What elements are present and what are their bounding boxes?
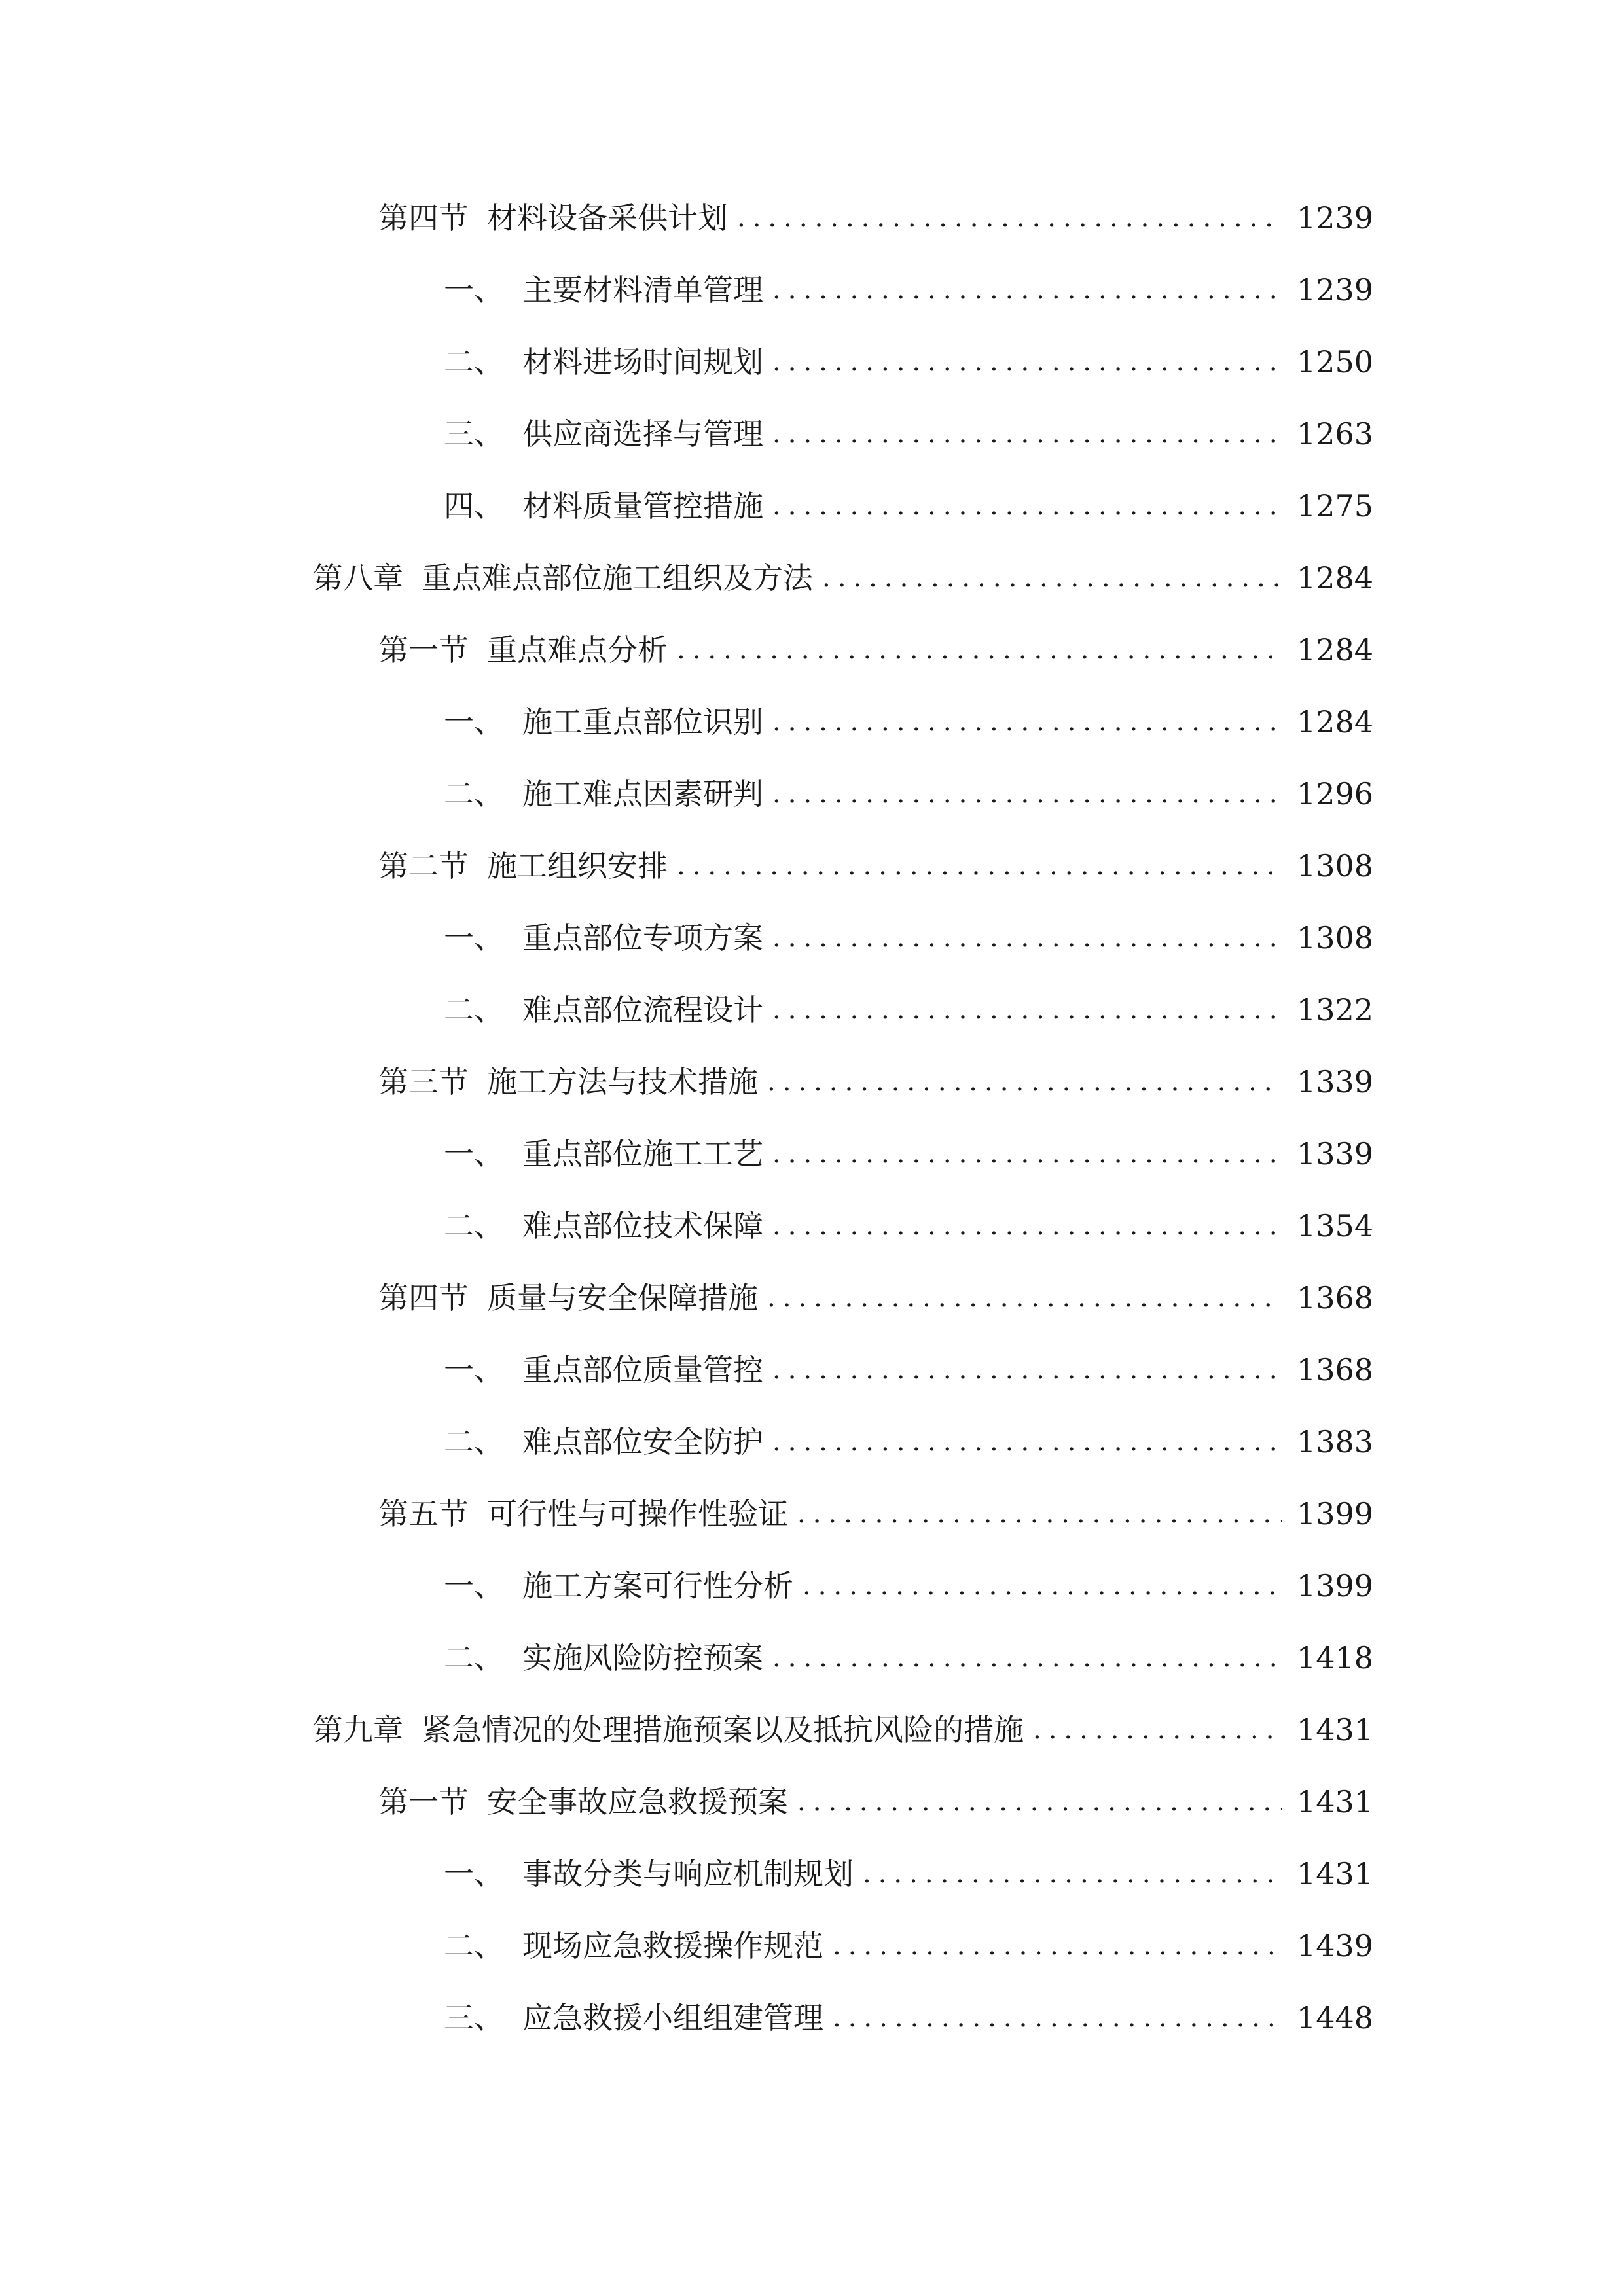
toc-leader-dots bbox=[677, 840, 1282, 892]
toc-leader-dots bbox=[767, 1272, 1282, 1324]
toc-entry-item[interactable] bbox=[444, 696, 1373, 748]
toc-entry-item[interactable] bbox=[444, 912, 1373, 964]
toc-entry-item[interactable] bbox=[444, 1128, 1373, 1180]
toc-entry-section[interactable] bbox=[378, 192, 1373, 244]
toc-entry-item[interactable] bbox=[444, 408, 1373, 460]
toc-entry-item[interactable] bbox=[444, 1920, 1373, 1972]
toc-entry-item[interactable] bbox=[444, 1992, 1373, 2044]
toc-entry-page: 1368 bbox=[1296, 1280, 1373, 1316]
toc-entry-title: 材料设备采供计划 bbox=[487, 200, 728, 236]
toc-entry-number: 一、 bbox=[444, 272, 504, 308]
toc-entry-page: 1284 bbox=[1296, 632, 1373, 668]
toc-entry-chapter[interactable] bbox=[313, 552, 1373, 604]
toc-entry-item[interactable] bbox=[444, 1200, 1373, 1252]
toc-entry-number: 二、 bbox=[444, 344, 504, 380]
toc-entry-item[interactable] bbox=[444, 984, 1373, 1036]
toc-entry-number: 第八章 bbox=[313, 560, 403, 596]
toc-entry-number: 一、 bbox=[444, 1856, 504, 1892]
toc-entry-page: 1439 bbox=[1296, 1928, 1373, 1964]
toc-entry-number: 第三节 bbox=[378, 1064, 469, 1100]
toc-leader-dots bbox=[772, 1416, 1282, 1468]
toc-entry-page: 1284 bbox=[1296, 560, 1373, 596]
toc-leader-dots bbox=[803, 1560, 1282, 1612]
toc-entry-page: 1308 bbox=[1296, 920, 1373, 956]
toc-entry-title: 紧急情况的处理措施预案以及抵抗风险的措施 bbox=[422, 1712, 1024, 1748]
toc-leader-dots bbox=[772, 768, 1282, 820]
toc-entry-title: 质量与安全保障措施 bbox=[487, 1280, 758, 1316]
toc-entry-page: 1239 bbox=[1296, 200, 1373, 236]
toc-entry-page: 1399 bbox=[1296, 1568, 1373, 1604]
toc-leader-dots bbox=[737, 192, 1282, 244]
toc-entry-item[interactable] bbox=[444, 1848, 1373, 1900]
toc-entry-item[interactable] bbox=[444, 1560, 1373, 1612]
toc-entry-page: 1383 bbox=[1296, 1424, 1373, 1460]
toc-entry-title: 施工难点因素研判 bbox=[522, 776, 763, 812]
toc-entry-title: 施工重点部位识别 bbox=[522, 704, 763, 740]
toc-entry-number: 一、 bbox=[444, 1352, 504, 1388]
toc-entry-title: 材料进场时间规划 bbox=[522, 344, 763, 380]
toc-entry-title: 现场应急救援操作规范 bbox=[522, 1928, 823, 1964]
toc-entry-page: 1308 bbox=[1296, 848, 1373, 884]
toc-entry-number: 三、 bbox=[444, 416, 504, 452]
toc-entry-number: 二、 bbox=[444, 1640, 504, 1676]
toc-entry-title: 施工方法与技术措施 bbox=[487, 1064, 758, 1100]
toc-entry-page: 1339 bbox=[1296, 1136, 1373, 1172]
toc-leader-dots bbox=[772, 480, 1282, 532]
toc-entry-number: 第四节 bbox=[378, 200, 469, 236]
toc-entry-page: 1322 bbox=[1296, 992, 1373, 1028]
toc-entry-title: 难点部位安全防护 bbox=[522, 1424, 763, 1460]
toc-entry-number: 二、 bbox=[444, 776, 504, 812]
toc-entry-item[interactable] bbox=[444, 1632, 1373, 1684]
toc-entry-page: 1418 bbox=[1296, 1640, 1373, 1676]
toc-leader-dots bbox=[772, 1128, 1282, 1180]
toc-entry-section[interactable] bbox=[378, 1272, 1373, 1324]
toc-entry-number: 二、 bbox=[444, 1208, 504, 1244]
toc-entry-title: 重点部位质量管控 bbox=[522, 1352, 763, 1388]
toc-leader-dots bbox=[797, 1488, 1282, 1540]
toc-entry-page: 1431 bbox=[1296, 1784, 1373, 1820]
toc-entry-title: 重点部位专项方案 bbox=[522, 920, 763, 956]
toc-entry-title: 材料质量管控措施 bbox=[522, 488, 763, 524]
toc-leader-dots bbox=[767, 1056, 1282, 1108]
toc-entry-number: 四、 bbox=[444, 488, 504, 524]
toc-entry-page: 1296 bbox=[1296, 776, 1373, 812]
toc-leader-dots bbox=[772, 696, 1282, 748]
toc-entry-title: 难点部位流程设计 bbox=[522, 992, 763, 1028]
toc-leader-dots bbox=[772, 336, 1282, 388]
toc-entry-page: 1354 bbox=[1296, 1208, 1373, 1244]
toc-entry-section[interactable] bbox=[378, 1776, 1373, 1828]
toc-entry-item[interactable] bbox=[444, 1416, 1373, 1468]
toc-entry-title: 安全事故应急救援预案 bbox=[487, 1784, 788, 1820]
toc-entry-title: 主要材料清单管理 bbox=[522, 272, 763, 308]
toc-entry-section[interactable] bbox=[378, 840, 1373, 892]
toc-leader-dots bbox=[772, 1344, 1282, 1396]
toc-entry-number: 一、 bbox=[444, 1136, 504, 1172]
toc-leader-dots bbox=[797, 1776, 1282, 1828]
toc-entry-section[interactable] bbox=[378, 1056, 1373, 1108]
toc-entry-title: 施工组织安排 bbox=[487, 848, 668, 884]
toc-entry-title: 重点难点分析 bbox=[487, 632, 668, 668]
toc-leader-dots bbox=[772, 912, 1282, 964]
toc-leader-dots bbox=[863, 1848, 1282, 1900]
toc-entry-item[interactable] bbox=[444, 480, 1373, 532]
toc-entry-title: 事故分类与响应机制规划 bbox=[522, 1856, 854, 1892]
toc-entry-page: 1368 bbox=[1296, 1352, 1373, 1388]
toc-entry-item[interactable] bbox=[444, 264, 1373, 316]
toc-leader-dots bbox=[772, 984, 1282, 1036]
toc-entry-page: 1250 bbox=[1296, 344, 1373, 380]
toc-entry-number: 一、 bbox=[444, 1568, 504, 1604]
toc-entry-title: 重点难点部位施工组织及方法 bbox=[422, 560, 813, 596]
toc-entry-item[interactable] bbox=[444, 768, 1373, 820]
toc-entry-item[interactable] bbox=[444, 336, 1373, 388]
toc-entry-chapter[interactable] bbox=[313, 1704, 1373, 1756]
toc-entry-title: 难点部位技术保障 bbox=[522, 1208, 763, 1244]
toc-entry-item[interactable] bbox=[444, 1344, 1373, 1396]
toc-entry-number: 第一节 bbox=[378, 632, 469, 668]
toc-entry-page: 1399 bbox=[1296, 1496, 1373, 1532]
toc-entry-number: 第九章 bbox=[313, 1712, 403, 1748]
toc-entry-number: 第五节 bbox=[378, 1496, 469, 1532]
toc-entry-title: 重点部位施工工艺 bbox=[522, 1136, 763, 1172]
toc-leader-dots bbox=[677, 624, 1282, 676]
toc-leader-dots bbox=[1033, 1704, 1282, 1756]
toc-entry-title: 实施风险防控预案 bbox=[522, 1640, 763, 1676]
toc-entry-number: 一、 bbox=[444, 920, 504, 956]
toc-entry-title: 应急救援小组组建管理 bbox=[522, 2000, 823, 2036]
toc-entry-page: 1239 bbox=[1296, 272, 1373, 308]
toc-leader-dots bbox=[833, 1992, 1282, 2044]
toc-leader-dots bbox=[772, 264, 1282, 316]
toc-entry-number: 第二节 bbox=[378, 848, 469, 884]
toc-entry-page: 1431 bbox=[1296, 1856, 1373, 1892]
toc-entry-page: 1448 bbox=[1296, 2000, 1373, 2036]
toc-leader-dots bbox=[833, 1920, 1282, 1972]
toc-leader-dots bbox=[772, 1200, 1282, 1252]
toc-entry-number: 三、 bbox=[444, 2000, 504, 2036]
toc-entry-title: 可行性与可操作性验证 bbox=[487, 1496, 788, 1532]
toc-entry-number: 二、 bbox=[444, 1424, 504, 1460]
toc-leader-dots bbox=[822, 552, 1282, 604]
toc-entry-page: 1339 bbox=[1296, 1064, 1373, 1100]
toc-entry-number: 第四节 bbox=[378, 1280, 469, 1316]
toc-entry-section[interactable] bbox=[378, 1488, 1373, 1540]
toc-entry-number: 一、 bbox=[444, 704, 504, 740]
toc-entry-page: 1431 bbox=[1296, 1712, 1373, 1748]
toc-entry-page: 1263 bbox=[1296, 416, 1373, 452]
toc-leader-dots bbox=[772, 408, 1282, 460]
toc-entry-page: 1284 bbox=[1296, 704, 1373, 740]
toc-entry-title: 施工方案可行性分析 bbox=[522, 1568, 793, 1604]
toc-leader-dots bbox=[772, 1632, 1282, 1684]
toc-entry-number: 第一节 bbox=[378, 1784, 469, 1820]
toc-entry-page: 1275 bbox=[1296, 488, 1373, 524]
toc-entry-number: 二、 bbox=[444, 992, 504, 1028]
toc-entry-number: 二、 bbox=[444, 1928, 504, 1964]
toc-entry-title: 供应商选择与管理 bbox=[522, 416, 763, 452]
toc-entry-section[interactable] bbox=[378, 624, 1373, 676]
